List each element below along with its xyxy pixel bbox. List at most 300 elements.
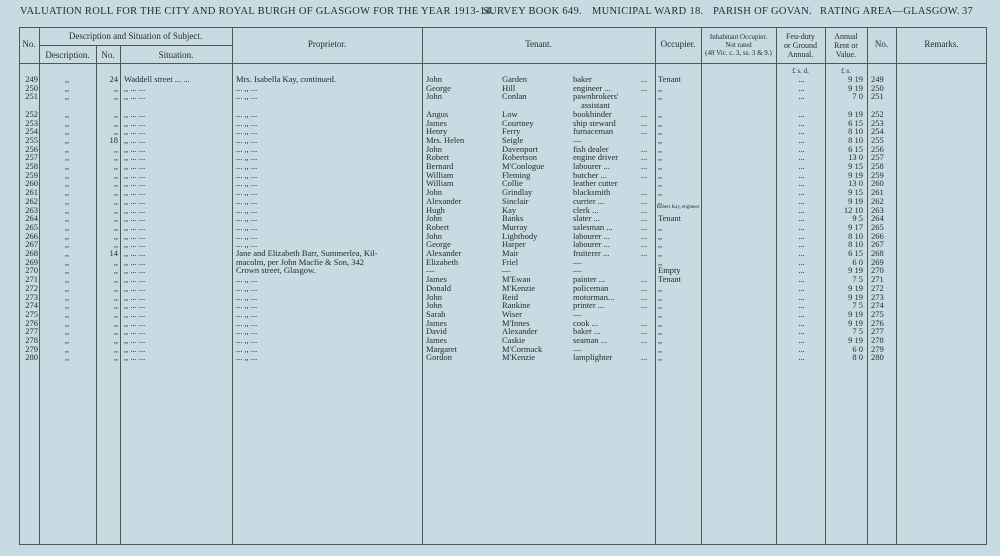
row-number: 259 [25,169,38,180]
row-street-number: ,, [113,239,118,250]
row-number: 269 [25,256,38,267]
row-occupation-leader: ... [641,230,648,241]
row-street-number: ,, [113,161,118,171]
col-divider [867,27,868,545]
row-street-number: ,, [113,117,118,128]
row-tenant-occupation: engineer ... [573,82,611,93]
row-occupier: ,, [658,239,663,250]
row-rent: 7 5 [852,274,863,285]
row-proprietor: ... ,, ... [236,195,258,206]
col-header-situation: Situation. [158,50,194,60]
row-tenant-first-name: Robert [426,152,450,163]
row-street-number: ,, [113,169,118,180]
row-situation: ,, ... ... [124,256,146,267]
row-tenant-first-name: Donald [426,282,452,293]
row-tenant-occupation: pawnbrokers' [573,91,619,102]
row-situation: ,, ... ... [124,187,146,198]
row-occupier: ,, [658,230,663,241]
col-header-rent-3: Value. [835,50,857,59]
row-occupier: ,, [658,317,663,328]
row-number-right: 251 [871,91,884,102]
row-tenant-occupation: butcher ... [573,169,607,180]
row-tenant-surname: Harper [502,239,526,250]
row-number: 265 [25,221,38,232]
rating-area: RATING AREA—GLASGOW. [820,6,960,17]
row-situation: ,, ... ... [124,248,146,258]
row-tenant-surname: M'Innes [502,317,530,328]
row-proprietor: ... ,, ... [236,204,258,215]
row-tenant-surname: M'Cormack [502,343,543,354]
row-number-right: 250 [871,82,884,93]
row-tenant-occupation: painter ... [573,274,606,285]
row-occupier: ,, [658,187,663,198]
row-number: 250 [25,82,38,93]
row-occupier: ,, [658,117,663,128]
row-number: 271 [25,274,38,285]
row-tenant-occupation: — [573,134,582,145]
row-tenant-occupation: leather cutter [573,178,618,189]
row-tenant-first-name: Sarah [426,308,446,319]
row-street-number: ,, [113,213,118,224]
col-header-sub-no: No. [101,50,115,60]
col-header-inhabitant-1: Inhabitant Occupier. [709,33,768,41]
row-situation: ,, ... ... [124,291,146,302]
row-tenant-first-name: John [426,213,443,224]
row-occupier: ,, [658,335,663,345]
row-feu-duty: ... [798,82,805,93]
row-occupier: ,, [658,161,663,171]
row-feu-duty: ... [798,204,805,215]
row-tenant-occupation: labourer ... [573,230,610,241]
row-occupier: ,, [658,91,663,102]
row-occupier: ,, [658,221,663,232]
row-rent: 9 19 [848,308,863,319]
row-proprietor: ... ,, ... [236,187,258,198]
row-occupier: Tenant [658,274,682,285]
row-tenant-occupation: baker [573,74,592,84]
row-occupation-leader: ... [641,108,648,119]
col-header-no: No. [22,39,36,49]
row-tenant-first-name: Gordon [426,352,452,363]
col-header-inhabitant-3: (48 Vic. c. 3, ss. 3 & 9.) [705,49,772,57]
row-occupation-leader: ... [641,204,648,215]
row-rent: 9 15 [848,187,863,198]
col-header-feu-3: Annual. [787,50,814,59]
row-situation: ,, ... ... [124,274,146,285]
row-tenant-occupation: fish dealer [573,143,609,154]
row-number: 279 [25,343,38,354]
row-situation: ,, ... ... [124,143,146,154]
row-tenant-surname: M'Kenzie [502,282,536,293]
row-occupation-leader: ... [641,126,648,137]
row-number: 257 [25,152,38,163]
col-divider [701,27,702,545]
row-occupation-leader: ... [641,169,648,180]
row-rent: 6 0 [852,343,863,354]
row-situation: ,, ... ... [124,178,146,189]
row-occupier: ,, [658,352,663,363]
row-occupier: ,, [658,134,663,145]
row-rent: 13 0 [848,178,863,189]
row-situation: ,, ... ... [124,239,146,250]
row-rent: 9 19 [848,317,863,328]
col-divider [655,27,656,545]
row-situation: ,, ... ... [124,117,146,128]
row-number-right: 261 [871,187,884,198]
row-feu-duty: ... [798,352,805,363]
row-tenant-occupation: blacksmith [573,187,611,198]
row-situation: ,, ... ... [124,195,146,206]
row-number-right: 262 [871,195,884,206]
row-number: 253 [25,117,38,128]
row-situation: ,, ... ... [124,204,146,215]
row-tenant-first-name: Alexander [426,248,462,258]
row-feu-duty: ... [798,108,805,119]
col-header-feu-2: or Ground [783,41,818,50]
row-number: 266 [25,230,38,241]
row-occupation-leader: ... [641,335,648,345]
row-situation: ,, ... ... [124,317,146,328]
row-tenant-first-name: John [426,187,443,198]
row-number: 272 [25,282,38,293]
row-tenant-first-name: James [426,335,447,345]
row-proprietor: ... ,, ... [236,178,258,189]
row-proprietor: ... ,, ... [236,343,258,354]
row-occupier: ,, [658,152,663,163]
row-occupier: ,, [658,178,663,189]
row-number-right: 249 [871,74,884,84]
row-tenant-first-name: George [426,239,451,250]
row-tenant-first-name: William [426,169,454,180]
col-divider [776,27,777,545]
row-description: ,, [64,274,70,285]
row-situation: ,, ... ... [124,213,146,224]
row-feu-duty: ... [798,178,805,189]
row-tenant-surname: Ferry [502,126,521,137]
row-feu-duty: ... [798,300,805,311]
row-number-right: 253 [871,117,884,128]
row-tenant-surname: Sinclair [502,195,529,206]
row-rent: 9 19 [848,169,863,180]
row-proprietor: ... ,, ... [236,134,258,145]
row-occupier-note: Robert Kay, engineer [656,204,700,210]
row-feu-duty: ... [798,239,805,250]
row-situation: ,, ... ... [124,343,146,354]
row-number-right: 276 [871,317,884,328]
row-tenant-surname: Courtney [502,117,534,128]
row-tenant-surname: Alexander [502,326,538,337]
row-description: ,, [64,256,70,267]
row-situation: Waddell street ... ... [124,74,190,84]
row-feu-duty: ... [798,161,805,171]
col-header-feu-1: Feu-duty [786,32,815,41]
row-number: 276 [25,317,38,328]
row-feu-duty: ... [798,169,805,180]
row-number: 280 [25,352,38,363]
row-occupation-leader: ... [641,74,648,84]
row-number-right: 260 [871,178,884,189]
row-tenant-first-name: George [426,82,451,93]
row-situation: ,, ... ... [124,108,146,119]
row-proprietor: ... ,, ... [236,108,258,119]
row-rent: 9 19 [848,291,863,302]
col-divider [39,27,40,545]
row-occupier: ,, [658,82,663,93]
row-occupation-leader: ... [641,195,648,206]
row-occupation-leader: ... [641,117,648,128]
row-street-number: ,, [113,274,118,285]
row-occupier: ,, [658,256,663,267]
row-rent: 9 17 [848,221,863,232]
row-tenant-occupation: salesman ... [573,221,613,232]
row-rent: 9 19 [848,195,863,206]
row-proprietor: macolm, per John Macfie & Son, 342 [236,256,364,267]
row-tenant-first-name: John [426,74,443,84]
row-number: 256 [25,143,38,154]
row-number: 278 [25,335,38,345]
row-situation: ,, ... ... [124,169,146,180]
row-proprietor: ... ,, ... [236,335,258,345]
row-tenant-occupation: — [573,308,582,319]
row-number-right: 280 [871,352,884,363]
row-tenant-surname: M'Ewan [502,274,531,285]
row-occupation-leader: ... [641,152,648,163]
row-feu-duty: ... [798,317,805,328]
row-feu-duty: ... [798,291,805,302]
row-rent: 8 10 [848,134,863,145]
row-proprietor: ... ,, ... [236,82,258,93]
row-number: 260 [25,178,38,189]
row-number-right: 265 [871,221,884,232]
row-street-number: ,, [113,152,118,163]
col-header-rent-1: Annual [834,32,858,41]
row-feu-duty: ... [798,221,805,232]
row-occupier: Tenant [658,74,682,84]
row-rent: 13 0 [848,152,863,163]
row-tenant-occupation: furnaceman [573,126,614,137]
row-street-number: ,, [113,230,118,241]
row-situation: ,, ... ... [124,82,146,93]
row-description: ,, [64,291,70,302]
row-proprietor: ... ,, ... [236,282,258,293]
row-description: ,, [64,117,70,128]
row-situation: ,, ... ... [124,265,146,276]
row-occupier: ,, [658,143,663,154]
row-street-number: ,, [113,300,118,311]
row-occupation-leader: ... [641,239,648,250]
row-situation: ,, ... ... [124,308,146,319]
rent-units: £ s. [841,67,851,75]
row-street-number: ,, [113,108,118,119]
row-proprietor: ... ,, ... [236,143,258,154]
row-number-right: 273 [871,291,884,302]
col-header-description-group: Description and Situation of Subject. [68,31,203,41]
row-proprietor: ... ,, ... [236,230,258,241]
row-tenant-surname: Friel [502,256,519,267]
row-proprietor: ... ,, ... [236,317,258,328]
row-rent: 8 10 [848,230,863,241]
row-description: ,, [64,187,70,198]
row-number-right: 275 [871,308,884,319]
row-occupier: Tenant [658,213,682,224]
row-description: ,, [64,221,70,232]
row-tenant-surname: Robertson [502,152,537,163]
row-occupier: ,, [658,195,663,206]
row-number: 277 [25,326,38,337]
row-rent: 6 15 [848,143,863,154]
col-header-tenant: Tenant. [525,39,552,49]
header-rule [19,63,987,64]
row-number: 261 [25,187,38,198]
row-proprietor: ... ,, ... [236,91,258,102]
header-sub-rule [39,45,232,46]
row-number-right: 256 [871,143,884,154]
row-tenant-first-name: William [426,178,454,189]
row-occupation-leader: ... [641,161,648,171]
row-proprietor: ... ,, ... [236,239,258,250]
row-number: 258 [25,161,38,171]
row-street-number: ,, [113,143,118,154]
row-occupier: ,, [658,282,663,293]
row-tenant-occupation: cook ... [573,317,599,328]
row-tenant-occupation: labourer ... [573,161,610,171]
row-tenant-occupation: engine driver [573,152,619,163]
row-tenant-surname: Davenport [502,143,538,154]
row-number-right: 270 [871,265,884,276]
row-street-number: ,, [113,178,118,189]
row-proprietor: ... ,, ... [236,300,258,311]
row-description: ,, [64,265,70,276]
row-street-number: ,, [113,221,118,232]
row-situation: ,, ... ... [124,326,146,337]
row-feu-duty: ... [798,230,805,241]
row-tenant-first-name: John [426,91,443,102]
row-tenant-surname: Conlan [502,91,527,102]
row-proprietor: ... ,, ... [236,126,258,137]
row-tenant-first-name: Mrs. Helen [426,134,465,145]
row-description: ,, [64,108,70,119]
row-number: 255 [25,134,38,145]
row-feu-duty: ... [798,117,805,128]
row-description: ,, [64,178,70,189]
row-feu-duty: ... [798,248,805,258]
row-situation: ,, ... ... [124,230,146,241]
row-rent: 12 10 [843,204,863,215]
row-feu-duty: ... [798,74,805,84]
row-description: ,, [64,343,70,354]
col-header-no-right: No. [874,39,889,49]
row-number-right: 269 [871,256,884,267]
row-occupation-leader: ... [641,300,648,311]
row-tenant-first-name: David [426,326,447,337]
row-feu-duty: ... [798,134,805,145]
row-situation: ,, ... ... [124,282,146,293]
row-occupation-leader: ... [641,143,648,154]
row-occupation-leader: ... [641,82,648,93]
row-description: ,, [64,126,70,137]
row-tenant-first-name: James [426,317,447,328]
col-header-description: Description. [45,50,90,60]
row-occupier: ,, [658,108,663,119]
row-description: ,, [64,248,70,258]
row-tenant-first-name: John [426,300,443,311]
row-tenant-first-name: James [426,117,447,128]
row-situation: ,, ... ... [124,126,146,137]
row-feu-duty: ... [798,256,805,267]
row-tenant-surname: Grindlay [502,187,533,198]
row-number-right: 268 [871,248,884,258]
row-street-number: ,, [113,352,118,363]
row-tenant-first-name: Henry [426,126,448,137]
row-description: ,, [64,300,70,311]
row-situation: ,, ... ... [124,352,146,363]
row-street-number: ,, [113,82,118,93]
row-tenant-surname: Rankine [502,300,531,311]
row-occupation-leader: ... [641,187,648,198]
row-tenant-occupation: policeman [573,282,609,293]
row-street-number: ,, [113,335,118,345]
row-tenant-first-name: John [426,291,443,302]
row-occupier: ,, [658,248,663,258]
row-rent: 8 0 [852,352,863,363]
row-number: 273 [25,291,38,302]
row-situation: ,, ... ... [124,134,146,145]
row-occupation-leader: ... [641,291,648,302]
row-tenant-occupation: lamplighter [573,352,613,363]
row-tenant-surname: Banks [502,213,524,224]
row-description: ,, [64,352,70,363]
row-feu-duty: ... [798,335,805,345]
row-occupier: ,, [658,326,663,337]
row-number-right: 258 [871,161,884,171]
row-description: ,, [64,161,70,171]
row-street-number: ,, [113,343,118,354]
row-number: 249 [25,74,38,84]
row-tenant-occupation: motorman... [573,291,615,302]
row-occupation-leader: ... [641,282,648,293]
row-tenant-occupation: slater ... [573,213,600,224]
row-tenant-occupation-continued: assistant [581,100,610,111]
row-number: 262 [25,195,38,206]
row-number-right: 252 [871,108,884,119]
row-tenant-surname: Collie [502,178,523,189]
row-occupier: ,, [658,291,663,302]
row-situation: ,, ... ... [124,91,146,102]
row-feu-duty: ... [798,143,805,154]
row-tenant-first-name: John [426,143,443,154]
row-street-number: 24 [109,74,118,84]
row-feu-duty: ... [798,91,805,102]
row-number-right: 254 [871,126,884,137]
col-header-inhabitant-2: Not rated [725,41,752,49]
row-rent: 6 15 [848,248,863,258]
row-tenant-surname: Kay [502,204,517,215]
municipal-ward: MUNICIPAL WARD 18. [592,6,704,17]
row-tenant-occupation: — [573,256,582,267]
row-tenant-first-name: Margaret [426,343,457,354]
row-number-right: 264 [871,213,884,224]
row-description: ,, [64,91,70,102]
col-header-proprietor: Proprietor. [307,39,347,49]
row-occupier: ,, [658,169,663,180]
row-occupation-leader: ... [641,248,648,258]
row-rent: 9 19 [848,282,863,293]
row-tenant-surname: — [502,265,511,276]
row-situation: ,, ... ... [124,335,146,345]
row-rent: 9 19 [848,82,863,93]
row-street-number: ,, [113,265,118,276]
row-occupation-leader: ... [641,213,648,224]
